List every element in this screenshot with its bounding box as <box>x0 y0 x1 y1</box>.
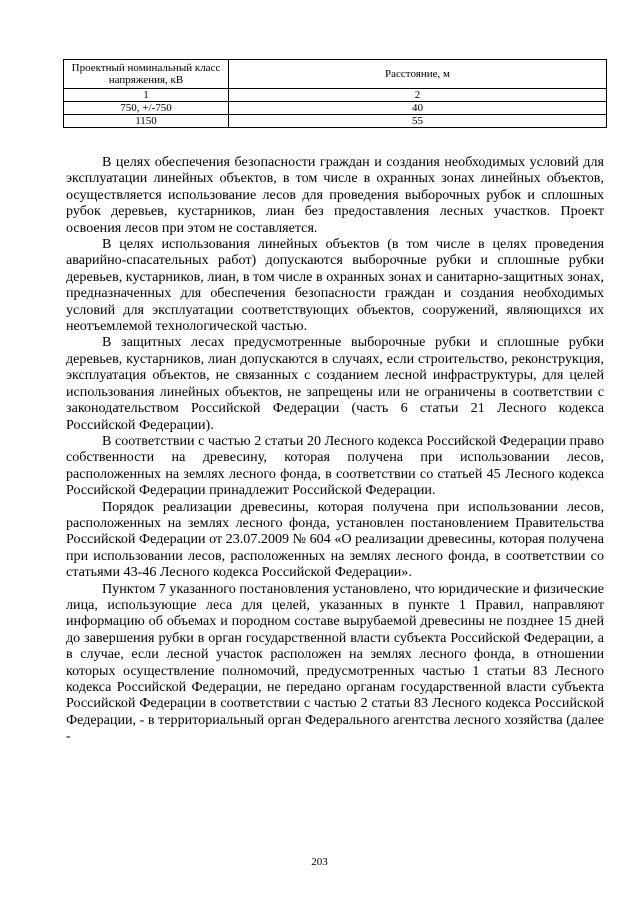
paragraph: В целях использования линейных объектов (в том числе в целях проведения аварийно-спасательных работ) допускаются выборочные рубки и сплошные рубки деревьев, кустарников, лиан, в том числе в охранных зонах и санитарно-защитных зонах, предназначенных для обеспечения безопасности граждан и создания необходимых условий для эксплуатации соответствующих объектов, сооружений, являющихся их неотъемлемой технологической частью. <box>66 236 604 335</box>
table-cell: 1 <box>64 89 229 102</box>
paragraph: Пунктом 7 указанного постановления установлено, что юридические и физические лица, использующие леса для целей, указанных в пункте 1 Правил, направляют информацию об объемах и породном составе вырубаемой древесины не позднее 15 дней до завершения рубки в орган государственной власти субъекта Российской Федерации, а в случае, если лесной участок расположен на землях лесного фонда, в отношении которых осуществление полномочий, предусмотренных частью 1 статьи 83 Лесного кодекса Российской Федерации, не передано органам государственной власти субъекта Российской Федерации в соответствии с частью 2 статьи 83 Лесного кодекса Российской Федерации, - в территориальный орган Федерального агентства лесного хозяйства (далее - <box>66 580 604 745</box>
paragraph: В целях обеспечения безопасности граждан и создания необходимых условий для эксплуатации линейных объектов, в том числе в охранных зонах линейных объектов, осуществляется использование лесов для проведения выборочных рубок и сплошных рубок деревьев, кустарников, лиан без предоставления лесных участков. Проект освоения лесов при этом не составляется. <box>66 154 604 236</box>
voltage-distance-table <box>63 59 607 128</box>
table-header-row <box>64 60 607 89</box>
table-header-cell: Расстояние, м <box>229 60 607 89</box>
table-cell: 1150 <box>64 115 229 128</box>
paragraph: В соответствии с частью 2 статьи 20 Лесного кодекса Российской Федерации право собственности на древесину, которая получена при использовании лесов, расположенных на землях лесного фонда, в соответствии со статьей 45 Лесного кодекса Российской Федерации принадлежит Российской Федерации. <box>66 432 604 499</box>
table-cell: 55 <box>229 115 607 128</box>
table-header-cell: Проектный номинальный класс напряжения, кВ <box>64 60 229 89</box>
page-number: 203 <box>311 856 328 868</box>
body-text <box>66 154 604 745</box>
table-row <box>64 115 607 128</box>
table-cell: 750, +/-750 <box>64 102 229 115</box>
paragraph: В защитных лесах предусмотренные выборочные рубки и сплошные рубки деревьев, кустарников, лиан допускаются в случаях, если строительство, реконструкция, эксплуатация объектов, не связанных с созданием лесной инфраструктуры, для целей использования линейных объектов, не запрещены или не ограничены в соответствии с законодательством Российской Федерации (часть 6 статьи 21 Лесного кодекса Российской Федерации). <box>66 334 604 433</box>
table-cell: 40 <box>229 102 607 115</box>
table-row <box>64 102 607 115</box>
table-cell: 2 <box>229 89 607 102</box>
paragraph: Порядок реализации древесины, которая получена при использовании лесов, расположенных на землях лесного фонда, установлен постановлением Правительства Российской Федерации от 23.07.2009 № 604 «О реализации древесины, которая получена при использовании лесов, расположенных на землях лесного фонда, в соответствии со статьями 43-46 Лесного кодекса Российской Федерации». <box>66 498 604 581</box>
table-row <box>64 89 607 102</box>
